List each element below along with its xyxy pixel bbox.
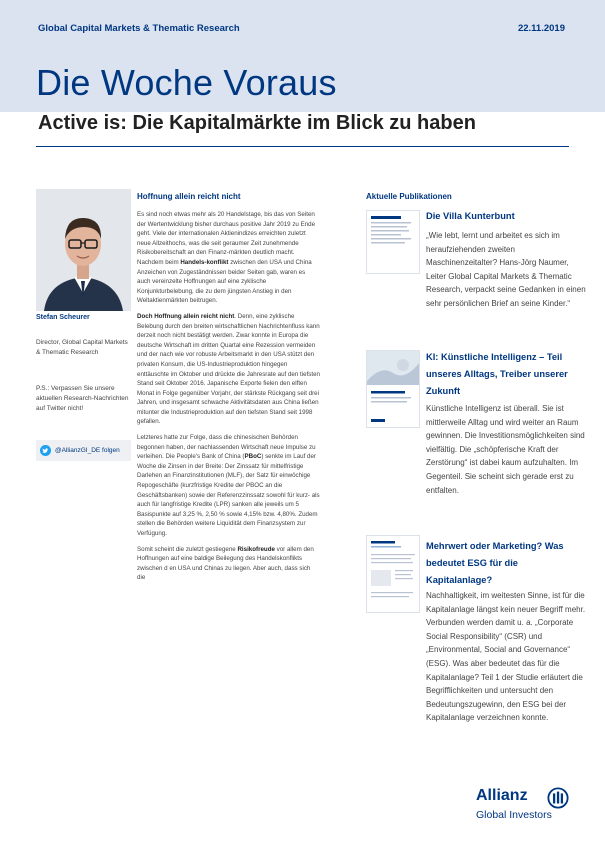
article-emphasis: Risikofreude bbox=[237, 545, 275, 553]
page-subtitle: Active is: Die Kapitalmärkte im Blick zu haben bbox=[38, 112, 476, 134]
allianz-eagle-icon bbox=[547, 787, 569, 809]
article-emphasis: Doch Hoffnung allein reicht nicht bbox=[137, 312, 235, 320]
page-title: Die Woche Voraus bbox=[36, 62, 337, 103]
article-text: Letzteres hatte zur Folge, dass die chinesischen Behörden begonnen haben, der nachlassenden Wirtschaft neue Impulse zu verleihen. Die People's Bank of China ( bbox=[137, 434, 316, 461]
article-heading: Hoffnung allein reicht nicht bbox=[137, 192, 241, 201]
twitter-follow-label: @AllianzGI_DE folgen bbox=[55, 447, 120, 454]
article-paragraph bbox=[137, 312, 320, 427]
twitter-icon bbox=[40, 445, 51, 456]
article bbox=[137, 192, 320, 589]
article-paragraph bbox=[137, 433, 320, 539]
publication-title-ki[interactable]: KI: Künstliche Intelligenz – Teil unseres Alltags, Treiber unserer Zukunft bbox=[426, 352, 568, 396]
ps-note: P.S.: Verpassen Sie unsere aktuellen Research-Nachrichten auf Twitter nicht! bbox=[36, 385, 129, 412]
publication-text-ki: Künstliche Intelligenz ist überall. Sie ist mittlerweile Alltag und wird weiter an Raum gewinnen. Die Investitionsmöglichkeiten sind vielfältig. Die „schöpferische Kraft der Zerstörung“ ist dabei kaum aufzuhalten. Im Gegenteil. Sie scheint sich gerade erst zu entfalten. bbox=[426, 404, 585, 495]
author-portrait-icon bbox=[36, 189, 131, 311]
article-text: ) senkte im Lauf der Woche die Zinsen in der Breite: Der Zinssatz für mittelfristige Darlehen an Finanzinstitutionen (MLF), der Satz für einwöchige Repogeschäfte (kurzfristige Kredite der PBOC an die Geschäftsbanken) sowie der Referenzzinssatz sowohl für kurz- als auch für langfristige Kredite (LPR) sanken alle jeweils um 5 Basispunkte auf 3,25 %, 2,50 % sowie 4,15% bzw. 4,80%. Zudem stellen die Behörden weitere Liquidität dem Finanzsystem zur Verfügung. bbox=[137, 453, 320, 537]
document-thumbnail-icon bbox=[367, 351, 419, 427]
divider bbox=[36, 146, 569, 147]
issue-date: 22.11.2019 bbox=[517, 23, 565, 34]
article-paragraph bbox=[137, 545, 320, 583]
department-label: Global Capital Markets & Thematic Research bbox=[38, 23, 240, 34]
article-text: Somit scheint die zuletzt gestiegene bbox=[137, 545, 238, 553]
article-text: zwischen den USA und China Anzeichen von Zugeständnissen beider Seiten gab, waren es auch vereinzelte Hoffnungen auf eine zyklische Konjunkturbelebung, die zu dem jüngsten Anstieg in den Weltaktienmärkten beitrugen. bbox=[137, 258, 312, 305]
publication-title-villa[interactable]: Die Villa Kunterbunt bbox=[426, 211, 515, 221]
author-name: Stefan Scheurer bbox=[36, 314, 90, 321]
author-photo bbox=[36, 189, 131, 311]
logo-wordmark: Allianz bbox=[476, 787, 528, 804]
article-text: vor allem den Hoffnungen auf eine baldige Beilegung des Handelskonflikts zwischen d en USA und Chinas zu liegen. Aber auch, dass sich die bbox=[137, 545, 314, 582]
article-text: Es sind noch etwas mehr als 20 Handelstage, bis das von Seiten der Wertentwicklung bisher durchaus positive Jahr 2019 zu Ende geht. Viele der internationalen Aktienindizes erreichten zuletzt neue Allzeithochs, was die seit geraumer Zeit zunehmende Risikobereitschaft an den Finanz-märkten deutlich macht. Nachdem beim bbox=[137, 211, 316, 266]
author-role: Director, Global Capital Markets & Thematic Research bbox=[36, 339, 128, 356]
article-emphasis: PBoC bbox=[244, 453, 262, 461]
document-thumbnail-icon bbox=[367, 211, 419, 273]
publication-thumbnail-villa[interactable] bbox=[366, 210, 420, 274]
article-emphasis: Handels-konflikt bbox=[180, 258, 229, 266]
publications-heading: Aktuelle Publikationen bbox=[366, 192, 452, 201]
article-paragraph bbox=[137, 210, 320, 306]
publication-thumbnail-ki[interactable] bbox=[366, 350, 420, 428]
publication-text-villa: „Wie lebt, lernt und arbeitet es sich im heraufziehenden zweiten Maschinenzeitalter? Hans-Jörg Naumer, Leiter Global Capital Markets & Thematic Research, verpackt seine Gedanken in einen sehr persönlichen Brief an seine Kinder.“ bbox=[426, 231, 586, 308]
document-thumbnail-icon bbox=[367, 536, 419, 612]
twitter-follow-button[interactable] bbox=[36, 440, 131, 461]
allianz-logo bbox=[476, 787, 571, 827]
publication-title-esg[interactable]: Mehrwert oder Marketing? Was bedeutet ESG für die Kapitalanlage? bbox=[426, 541, 564, 585]
article-text: . Denn, eine zyklische Belebung durch den breiten wirtschaftlichen Nachrichtenfluss kann derzeit noch nicht bestätigt werden. Zwar konnte in Europa die deutsche Wirtschaft im dritten Quartal eine Rezession vermeiden und der nach wie vor robuste Arbeitsmarkt in den USA stützt den privaten Konsum, die US-Industrieproduktion hingegen enttäuschte im Oktober und drückte die Jahresrate auf den tiefsten Stand seit Oktober 2016. Japanische Exporte fielen den elften Monat in Folge gegenüber Vorjahr, der stärkste Rückgang seit drei Jahren, und insgesamt schwache Aktivitätsdaten aus China ließen mitunter die Industrieproduktion auf den tiefsten Stand seit 1998 gefallen. bbox=[137, 312, 320, 426]
publication-text-esg: Nachhaltigkeit, im weitesten Sinne, ist für die Kapitalanlage längst kein neuer Begriff mehr. Verbunden werden damit u. a. „Corporate Social Responsibility“ (CSR) und „Environmental, Social and Governance“ (ESG). Was aber bedeutet das für die Kapitalanlage? Teil 1 der Studie erläutert die Begrifflichkeiten und untersucht den Bedeutungszugewinn, den ESG bei der Kapitalanlage verzeichnen konnte. bbox=[426, 591, 586, 723]
publication-thumbnail-esg[interactable] bbox=[366, 535, 420, 613]
logo-subtitle: Global Investors bbox=[476, 809, 552, 821]
